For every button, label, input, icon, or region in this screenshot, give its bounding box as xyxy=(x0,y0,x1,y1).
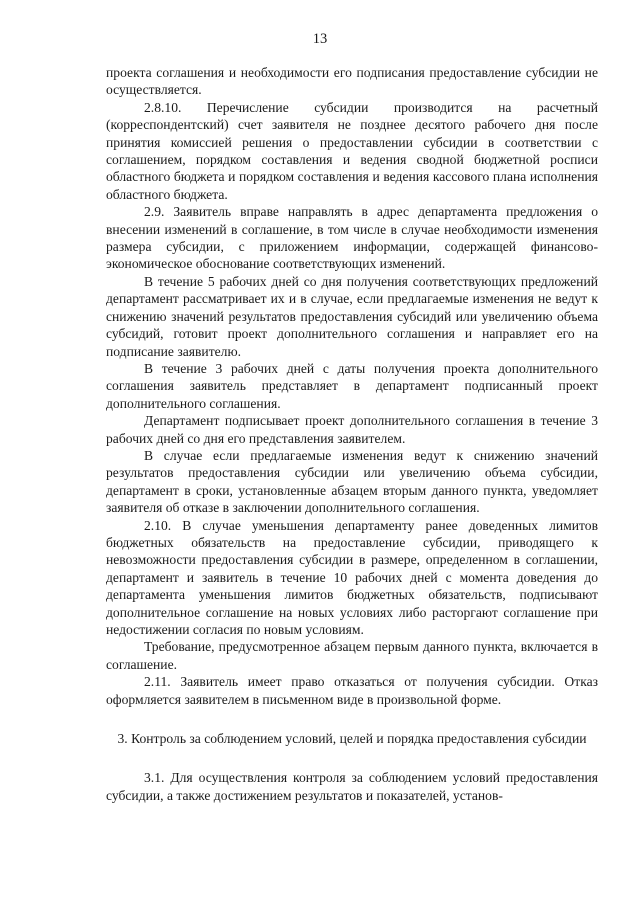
paragraph-2-10-requirement: Требование, предусмотренное абзацем первым данного пункта, включается в соглашение. xyxy=(106,639,598,672)
paragraph-2-8-10: 2.8.10. Перечисление субсидии производится на расчетный (корреспондентский) счет заявителя не позднее десятого рабочего дня после принятия комиссией решения о предоставлении субсидии в соответствии с соглашением, порядком составления и ведения сводной бюджетной росписи областного бюджета и порядком составления и ведения кассового плана исполнения областного бюджета. xyxy=(106,99,598,202)
paragraph-2-10: 2.10. В случае уменьшения департаменту ранее доведенных лимитов бюджетных обязательств на предоставление субсидии, приводящего к невозможности предоставления субсидии в размере, определенном в соглашении, департамент и заявитель в течение 10 рабочих дней с момента доведения до департамента уменьшения лимитов бюджетных обязательств, подписывают дополнительное соглашение на новых условиях либо расторгают соглашение при недостижении согласия по новым условиям. xyxy=(106,517,598,637)
paragraph-continuation: проекта соглашения и необходимости его подписания предоставление субсидии не осуществляется. xyxy=(106,65,598,98)
page-number: 13 xyxy=(312,31,328,47)
paragraph-2-9: 2.9. Заявитель вправе направлять в адрес департамента предложения о внесении изменений в соглашение, в том числе в случае необходимости изменения размера субсидии, с приложением информации, содержащей финансово-экономическое обоснование соответствующих изменений. xyxy=(106,204,598,272)
paragraph-2-9-refusal: В случае если предлагаемые изменения ведут к снижению значений результатов предоставления субсидии или увеличению объема субсидии, департамент в сроки, установленные абзацем вторым данного пункта, уведомляет заявителя об отказе в заключении дополнительного соглашения. xyxy=(106,447,598,516)
page-content xyxy=(106,64,598,804)
paragraph-2-11: 2.11. Заявитель имеет право отказаться от получения субсидии. Отказ оформляется заявителем в письменном виде в произвольной форме. xyxy=(106,674,598,707)
paragraph-3-1: 3.1. Для осуществления контроля за соблюдением условий предоставления субсидии, а также достижением результатов и показателей, установ- xyxy=(106,770,598,803)
section-heading: 3. Контроль за соблюдением условий, целей и порядка предоставления субсидии xyxy=(117,731,587,747)
paragraph-2-9-review: В течение 5 рабочих дней со дня получения соответствующих предложений департамент рассматривает их и в случае, если предлагаемые изменения не ведут к снижению значений результатов предоставления субсидий или увеличению объема субсидий, готовит проект дополнительного соглашения и направляет его на подписание заявителю. xyxy=(106,273,598,359)
paragraph-2-9-submit: В течение 3 рабочих дней с даты получения проекта дополнительного соглашения заявитель представляет в департамент подписанный проект дополнительного соглашения. xyxy=(106,360,598,411)
paragraph-2-9-sign: Департамент подписывает проект дополнительного соглашения в течение 3 рабочих дней со дня его представления заявителем. xyxy=(106,413,598,446)
